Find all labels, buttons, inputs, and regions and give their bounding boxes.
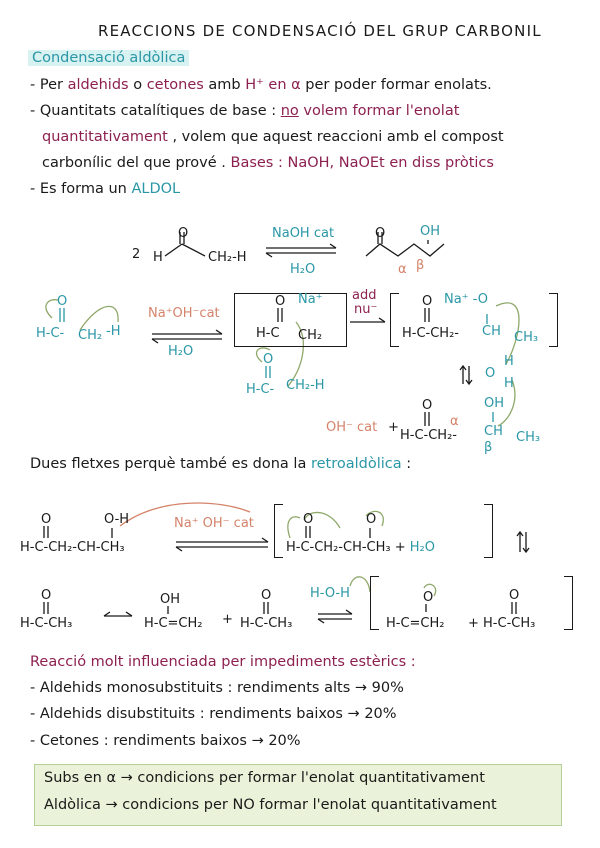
- retro-body5: H-C-CH₃: [240, 616, 293, 631]
- mech-ald2-o: O: [263, 352, 274, 367]
- r1-coef: 2: [132, 247, 141, 262]
- r1-prod-oh: OH: [420, 224, 441, 239]
- mech-alk-ch: CH: [482, 324, 501, 339]
- bullet-1-h-alpha: H⁺ en α: [245, 77, 301, 93]
- r1-reagent-top: NaOH cat: [272, 226, 335, 241]
- r1-prod-o: O: [375, 226, 386, 241]
- mech-alk-o: O: [422, 294, 433, 309]
- r1-ch2h: CH₂-H: [208, 250, 247, 265]
- retro-body4: H-C=CH₂: [144, 616, 203, 631]
- mech-start-h: H-C-: [36, 326, 65, 341]
- steric-line-2: - Aldehids disubstituits : rendiments baixos → 20%: [30, 706, 397, 722]
- bullet-1-amb: amb: [203, 77, 246, 93]
- mech-enolate-body: H-C: [256, 326, 280, 341]
- mech-enolate-ch2: CH₂: [298, 328, 323, 343]
- bullet-2-no: no: [280, 103, 299, 119]
- bullet-2-rest: volem formar l'enolat: [298, 103, 460, 119]
- bullet-1-cetones: cetones: [146, 77, 204, 93]
- mech-prod-body: H-C-CH₂-: [400, 428, 457, 443]
- retro-intro-word: retroaldòlica: [310, 456, 402, 472]
- steric-line-1: - Aldehids monosubstituits : rendiments alts → 90%: [30, 680, 404, 696]
- bullet-1-aldehids: aldehids: [67, 77, 129, 93]
- bullet-2-quantitativament: quantitativament: [42, 129, 168, 145]
- retro-oh5: OH: [160, 592, 181, 607]
- retro-body3: H-C-CH₃: [20, 616, 73, 631]
- r1-o: O: [178, 226, 189, 241]
- r1-alpha: α: [398, 262, 407, 277]
- mech-ald2-body: H-C-: [246, 382, 275, 397]
- retro-intro-suffix: :: [401, 456, 412, 472]
- steric-line-3: - Cetones : rendiments baixos → 20%: [30, 733, 301, 749]
- mech-alk-ch3: CH₃: [514, 330, 539, 345]
- mech-prod-alpha: α: [450, 414, 459, 429]
- mech-prod-o: O: [422, 398, 433, 413]
- mech-start-h2: -H: [106, 324, 121, 339]
- bracket-retro1: [274, 504, 283, 558]
- mech-water-h2: H: [504, 376, 514, 391]
- r1-reagent-bottom: H₂O: [290, 262, 316, 277]
- retro-plus: +: [222, 612, 233, 627]
- retro-o8: O: [509, 588, 520, 603]
- r1-h: H: [153, 250, 163, 265]
- section-heading: Condensació aldòlica: [28, 50, 189, 66]
- summary-line-1: Subs en α → condicions per formar l'enolat quantitativament: [44, 770, 485, 786]
- mech-water-o: O: [485, 366, 496, 381]
- mech-alk-body: H-C-CH₂-: [402, 326, 459, 341]
- mech-enolate-na: Na⁺: [298, 292, 323, 307]
- bracket-retro2: [370, 576, 379, 630]
- mech-prod-ch: CH: [484, 424, 503, 439]
- retro-oh1: O-H: [104, 512, 130, 527]
- mech-add-label: add: [352, 288, 377, 303]
- retro-body7: + H-C-CH₃: [468, 616, 536, 631]
- retro-o3: O: [366, 512, 377, 527]
- mech-alk-na: Na⁺ -O: [444, 292, 488, 307]
- bullet-1-prefix: - Per: [30, 77, 68, 93]
- bullet-3-aldol: ALDOL: [131, 181, 181, 197]
- retro-o1: O: [41, 512, 52, 527]
- mech-water-h: H: [504, 354, 514, 369]
- mech-cat-top: Na⁺OH⁻cat: [148, 306, 220, 321]
- mech-prod-beta: β: [484, 440, 493, 455]
- mech-prod-ch3: CH₃: [516, 430, 541, 445]
- retro-body1: H-C-CH₂-CH-CH₃: [20, 540, 125, 555]
- retro-cat: Na⁺ OH⁻ cat: [174, 516, 254, 531]
- steric-heading: Reacció molt influenciada per impediments estèrics :: [30, 654, 416, 670]
- retro-h2o: H₂O: [409, 540, 435, 555]
- bullet-1-or: o: [128, 77, 147, 93]
- retro-hoh: H-O-H: [310, 586, 350, 601]
- bullet-2-prefix: - Quantitats catalítiques de base :: [30, 103, 281, 119]
- bullet-2-line2-rest: , volem que aquest reaccioni amb el compost: [167, 129, 504, 145]
- mech-start-ch2: CH₂: [78, 328, 103, 343]
- retro-o6: O: [261, 588, 272, 603]
- mech-ald2-ch: CH₂-H: [286, 378, 325, 393]
- retro-body2-text: H-C-CH₂-CH-CH₃ +: [286, 540, 410, 555]
- bracket-retro2-right: [564, 576, 573, 630]
- retro-body2: [286, 540, 435, 555]
- mech-plus: +: [388, 420, 399, 435]
- mech-oh-cat: OH⁻ cat: [326, 420, 378, 435]
- summary-line-2: Aldòlica → condicions per NO formar l'enolat quantitativament: [44, 797, 497, 813]
- mech-prod-oh: OH: [484, 396, 505, 411]
- bracket-retro1-right: [484, 504, 493, 558]
- mech-start-o: O: [57, 294, 68, 309]
- mech-cat-bottom: H₂O: [168, 344, 194, 359]
- r1-beta: β: [416, 258, 425, 273]
- retro-body6: H-C=CH₂: [386, 616, 445, 631]
- mech-nu-label: nu⁻: [354, 302, 378, 317]
- bullet-2-line3-a: carbonílic del que prové .: [42, 155, 231, 171]
- mech-enolate-o: O: [275, 294, 286, 309]
- bullet-3-prefix: - Es forma un: [30, 181, 132, 197]
- retro-o7: O: [423, 590, 434, 605]
- retro-intro-prefix: Dues fletxes perquè també es dona la: [30, 456, 311, 472]
- page-title: REACCIONS DE CONDENSACIÓ DEL GRUP CARBONIL: [98, 22, 542, 40]
- retro-o2: O: [303, 512, 314, 527]
- retro-o4: O: [41, 588, 52, 603]
- bullet-2-bases: Bases : NaOH, NaOEt en diss pròtics: [230, 155, 494, 171]
- bullet-1-suffix: per poder formar enolats.: [300, 77, 492, 93]
